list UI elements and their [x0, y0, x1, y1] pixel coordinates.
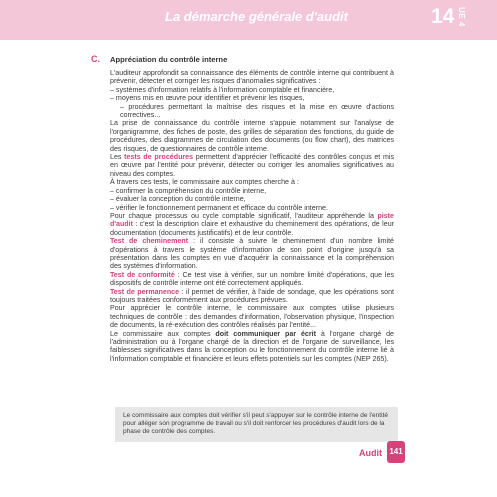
section-title: Appréciation du contrôle interne [110, 55, 228, 64]
paragraph [110, 237, 394, 271]
term-piste-audit: piste d'audit [110, 211, 394, 229]
text: : il permet de vérifier, à l'aide de sondage, que les opérations sont toujours traitées conformément aux procédures prévues. [110, 287, 394, 304]
chapter-number: 14 [431, 5, 455, 28]
text: Pour chaque processus ou cycle comptable significatif, l'auditeur appréhende la [110, 211, 378, 220]
footer-label: Audit [359, 448, 382, 458]
term-test-de-permanence: Test de permanence [110, 287, 180, 296]
list-item: – systèmes d'information relatifs à l'information comptable et financière, [110, 85, 335, 94]
list-item: – procédures permettant la maîtrise des risques et la mise en œuvre d'actions correctives... [120, 102, 394, 120]
paragraph [110, 153, 394, 178]
paragraph: Pour apprécier le contrôle interne, le commissaire aux comptes utilise plusieurs techniques de contrôle : des demandes d'information, l'observation physique, l'inspection de documents, la ré-exécution des contrôles réalisés par l'entité... [110, 304, 394, 330]
text: à l'organe chargé de l'administration ou à l'organe chargé de la direction et de l'organe de surveillance, les faiblesses significatives dans la conception ou le fonctionnement du contrôle interne lié à l'information comptable et financière et leurs effets potentiels sur les comptes (NEP 265). [110, 329, 394, 363]
list-item: – confirmer la compréhension du contrôle interne, [110, 186, 267, 195]
section-letter: C. [91, 54, 100, 64]
paragraph [110, 288, 394, 305]
paragraph [110, 330, 394, 364]
text: Le commissaire aux comptes [110, 329, 216, 338]
section-heading [91, 54, 394, 67]
text: : il consiste à suivre le cheminement d'un nombre limité d'opérations à travers le système d'information de son point d'origine jusqu'à sa présentation dans les comptes en vue d'acquérir la connaissance et la compréhension des systèmes d'information. [110, 237, 394, 271]
paragraph [110, 212, 394, 237]
term-test-de-cheminement: Test de cheminement [110, 237, 189, 246]
term-tests-de-procedures: tests de procédures [124, 153, 194, 162]
list-item: – vérifier le fonctionnement permanent et efficace du contrôle interne. [110, 203, 328, 212]
header-title: La démarche générale d'audit [165, 9, 348, 24]
paragraph: La prise de connaissance du contrôle interne s'appuie notamment sur l'analyse de l'organigramme, des fiches de poste, des grilles de séparation des fonctions, du guide de procédures, des diagrammes de circulation des documents (ou flow chart), des matrices des risques, de questionnaires de contrôle interne. [110, 119, 394, 153]
main-content [91, 54, 395, 363]
text: : Ce test vise à vérifier, sur un nombre limité d'opérations, que les dispositifs de contrôle interne ont été correctement appliqués. [110, 270, 395, 288]
list-item: – moyens mis en œuvre pour identifier et prévenir les risques, [110, 94, 305, 103]
paragraph: L'auditeur approfondit sa connaissance des éléments de contrôle interne qui contribuent à prévenir, détecter et corriger les risques d'anomalies significatives : [110, 69, 394, 86]
page-number-badge: 141 [387, 441, 405, 463]
text: permettent d'apprécier l'efficacité des contrôles conçus et mis en œuvre par l'entité pour prévenir, détecter ou corriger les anomalies significatives au niveau des comptes. [110, 153, 394, 178]
page-header-band [0, 0, 497, 40]
list-item: – évaluer la conception du contrôle interne, [110, 195, 246, 204]
unit-label: UE 4 [457, 7, 466, 27]
term-communiquer-par-ecrit: doit communiquer par écrit [215, 329, 316, 338]
term-test-de-conformite: Test de conformité [110, 270, 175, 279]
text: Les [110, 153, 125, 162]
paragraph: À travers ces tests, le commissaire aux comptes cherche à : [110, 178, 299, 187]
text: : c'est la description claire et exhaustive du cheminement des opérations, de leur documentation (documents justificatifs) et de leur contrôle. [110, 220, 394, 237]
paragraph [110, 271, 394, 288]
callout-box: Le commissaire aux comptes doit vérifier s'il peut s'appuyer sur le contrôle interne de l'entité pour alléger son programme de travail ou s'il doit renforcer les procédures d'audit lors de la phase de contrôle des comptes. [115, 407, 398, 442]
